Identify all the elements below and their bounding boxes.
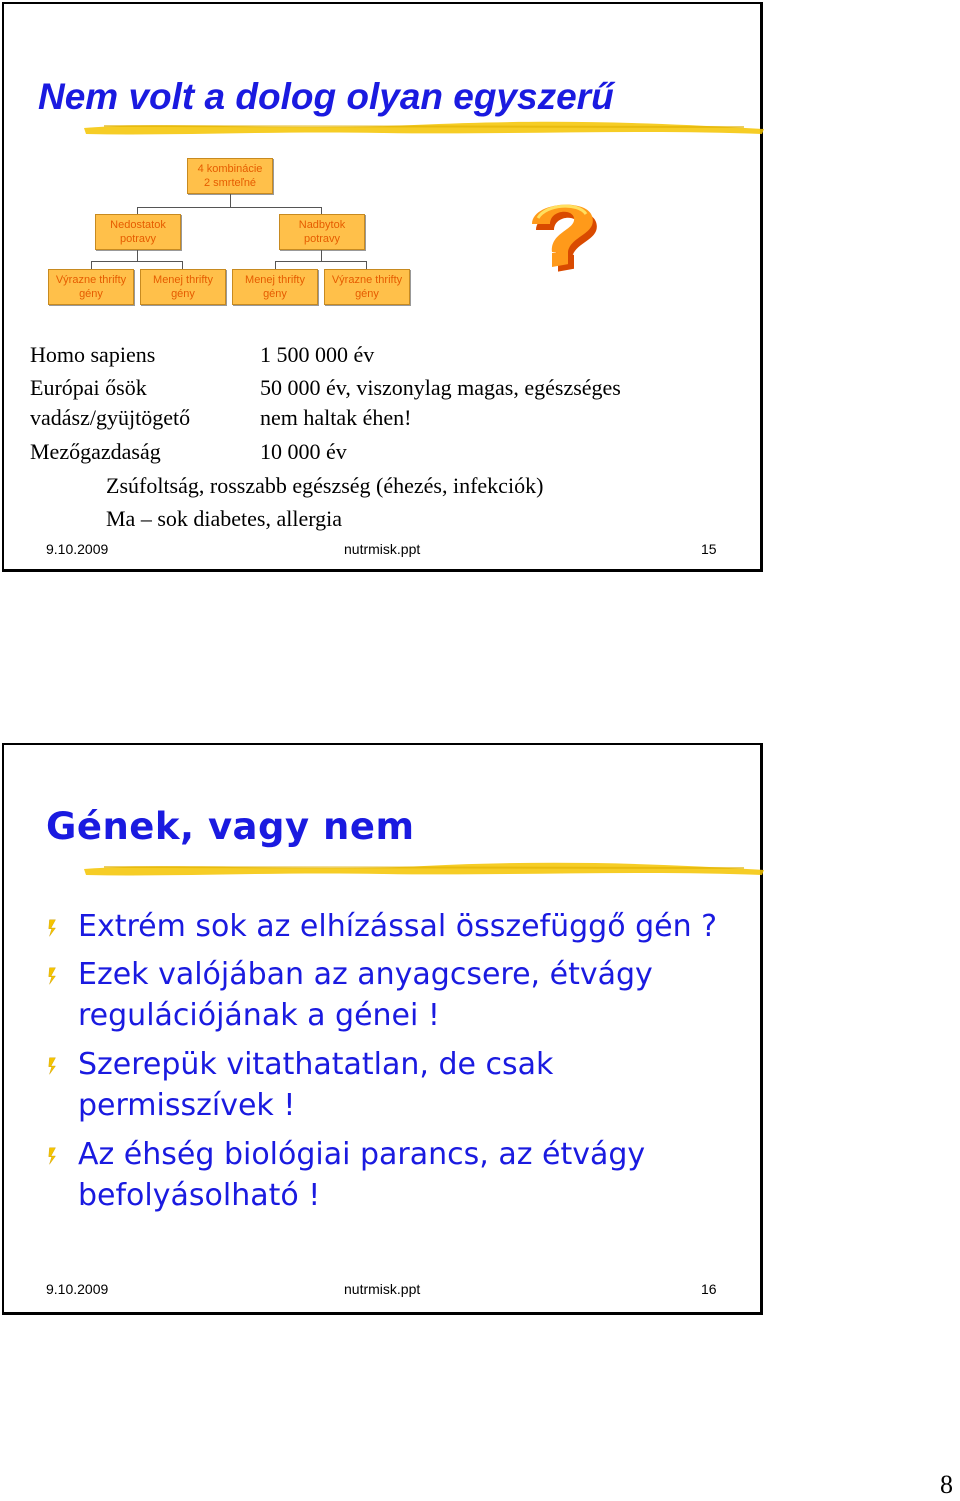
- slide-16: [2, 743, 763, 1315]
- footer-filename: nutrmisk.ppt: [344, 1281, 421, 1297]
- node-line1: Nadbytok: [298, 219, 346, 231]
- tree-connector: [366, 261, 367, 269]
- slide-title: Gének, vagy nem: [46, 805, 415, 848]
- bullet-text-4-line2: befolyásolható !: [78, 1178, 321, 1213]
- slide-15: [2, 2, 763, 572]
- row-label-mezogazdasag: Mezőgazdaság: [30, 439, 161, 464]
- subline-zsufoltsag: Zsúfoltság, rosszabb egészség (éhezés, infekciók): [106, 473, 544, 498]
- tree-root-line1: 4 kombinácie: [197, 163, 263, 175]
- page-number: 8: [940, 1470, 953, 1499]
- leaf-line1: Výrazne thrifty: [331, 274, 403, 286]
- row-value-vadasz: nem haltak éhen!: [260, 405, 412, 430]
- tree-leaf-vyrazne-2: [324, 269, 410, 305]
- tree-connector: [91, 261, 183, 262]
- bullet-text-2-line2: regulációjának a génei !: [78, 998, 440, 1033]
- node-line2: potravy: [119, 233, 157, 245]
- tree-connector: [321, 207, 322, 214]
- title-underline-brush: [84, 859, 764, 879]
- tree-connector: [137, 207, 138, 214]
- footer-date: 9.10.2009: [46, 541, 109, 557]
- leaf-line1: Výrazne thrifty: [55, 274, 127, 286]
- footer-filename: nutrmisk.ppt: [344, 541, 421, 557]
- title-underline-brush: [84, 117, 764, 139]
- bullet-text-2-line1: Ezek valójában az anyagcsere, étvágy: [78, 957, 653, 992]
- leaf-line2: gény: [355, 288, 379, 300]
- tree-connector: [275, 261, 367, 262]
- leaf-line1: Menej thrifty: [153, 274, 213, 286]
- tree-leaf-menej-1: [140, 269, 226, 305]
- node-line1: Nedostatok: [110, 219, 166, 231]
- tree-connector: [182, 261, 183, 269]
- tree-leaf-vyrazne-1: [48, 269, 134, 305]
- tree-connector: [275, 261, 276, 269]
- tree-node-nedostatok: [95, 214, 181, 250]
- tree-root-line2: 2 smrteľné: [203, 177, 257, 189]
- leaf-line2: gény: [79, 288, 103, 300]
- question-mark-3d-icon: [512, 194, 600, 284]
- row-label-homo-sapiens: Homo sapiens: [30, 342, 156, 367]
- bullet-text-3-line2: permisszívek !: [78, 1088, 296, 1123]
- bullet-text-4-line1: Az éhség biológiai parancs, az étvágy: [78, 1137, 646, 1172]
- footer-slide-number: 16: [701, 1281, 717, 1297]
- bullet-text-3-line1: Szerepük vitathatatlan, de csak: [78, 1047, 554, 1082]
- subline-ma: Ma – sok diabetes, allergia: [106, 506, 343, 531]
- leaf-line1: Menej thrifty: [245, 274, 305, 286]
- zigzag-bullet-icon: [48, 1144, 57, 1168]
- row-value-mezogazdasag: 10 000 év: [260, 439, 347, 464]
- tree-connector: [230, 194, 231, 208]
- tree-connector: [137, 207, 322, 208]
- tree-node-nadbytok: [279, 214, 365, 250]
- bullet-text-1: Extrém sok az elhízással összefüggő gén ?: [78, 909, 718, 944]
- tree-leaf-menej-2: [232, 269, 318, 305]
- row-label-vadasz: vadász/gyüjtögető: [30, 405, 191, 430]
- leaf-line2: gény: [171, 288, 195, 300]
- tree-connector: [91, 261, 92, 269]
- tree-root-node: [187, 158, 273, 194]
- footer-slide-number: 15: [701, 541, 717, 557]
- leaf-line2: gény: [263, 288, 287, 300]
- zigzag-bullet-icon: [48, 964, 57, 988]
- slide-title: Nem volt a dolog olyan egyszerű: [38, 76, 614, 117]
- node-line2: potravy: [303, 233, 341, 245]
- row-value-europai-osok: 50 000 év, viszonylag magas, egészséges: [260, 375, 621, 400]
- zigzag-bullet-icon: [48, 1054, 57, 1078]
- footer-date: 9.10.2009: [46, 1281, 109, 1297]
- zigzag-bullet-icon: [48, 916, 57, 940]
- row-value-homo-sapiens: 1 500 000 év: [260, 342, 375, 367]
- row-label-europai-osok: Európai ősök: [30, 375, 147, 400]
